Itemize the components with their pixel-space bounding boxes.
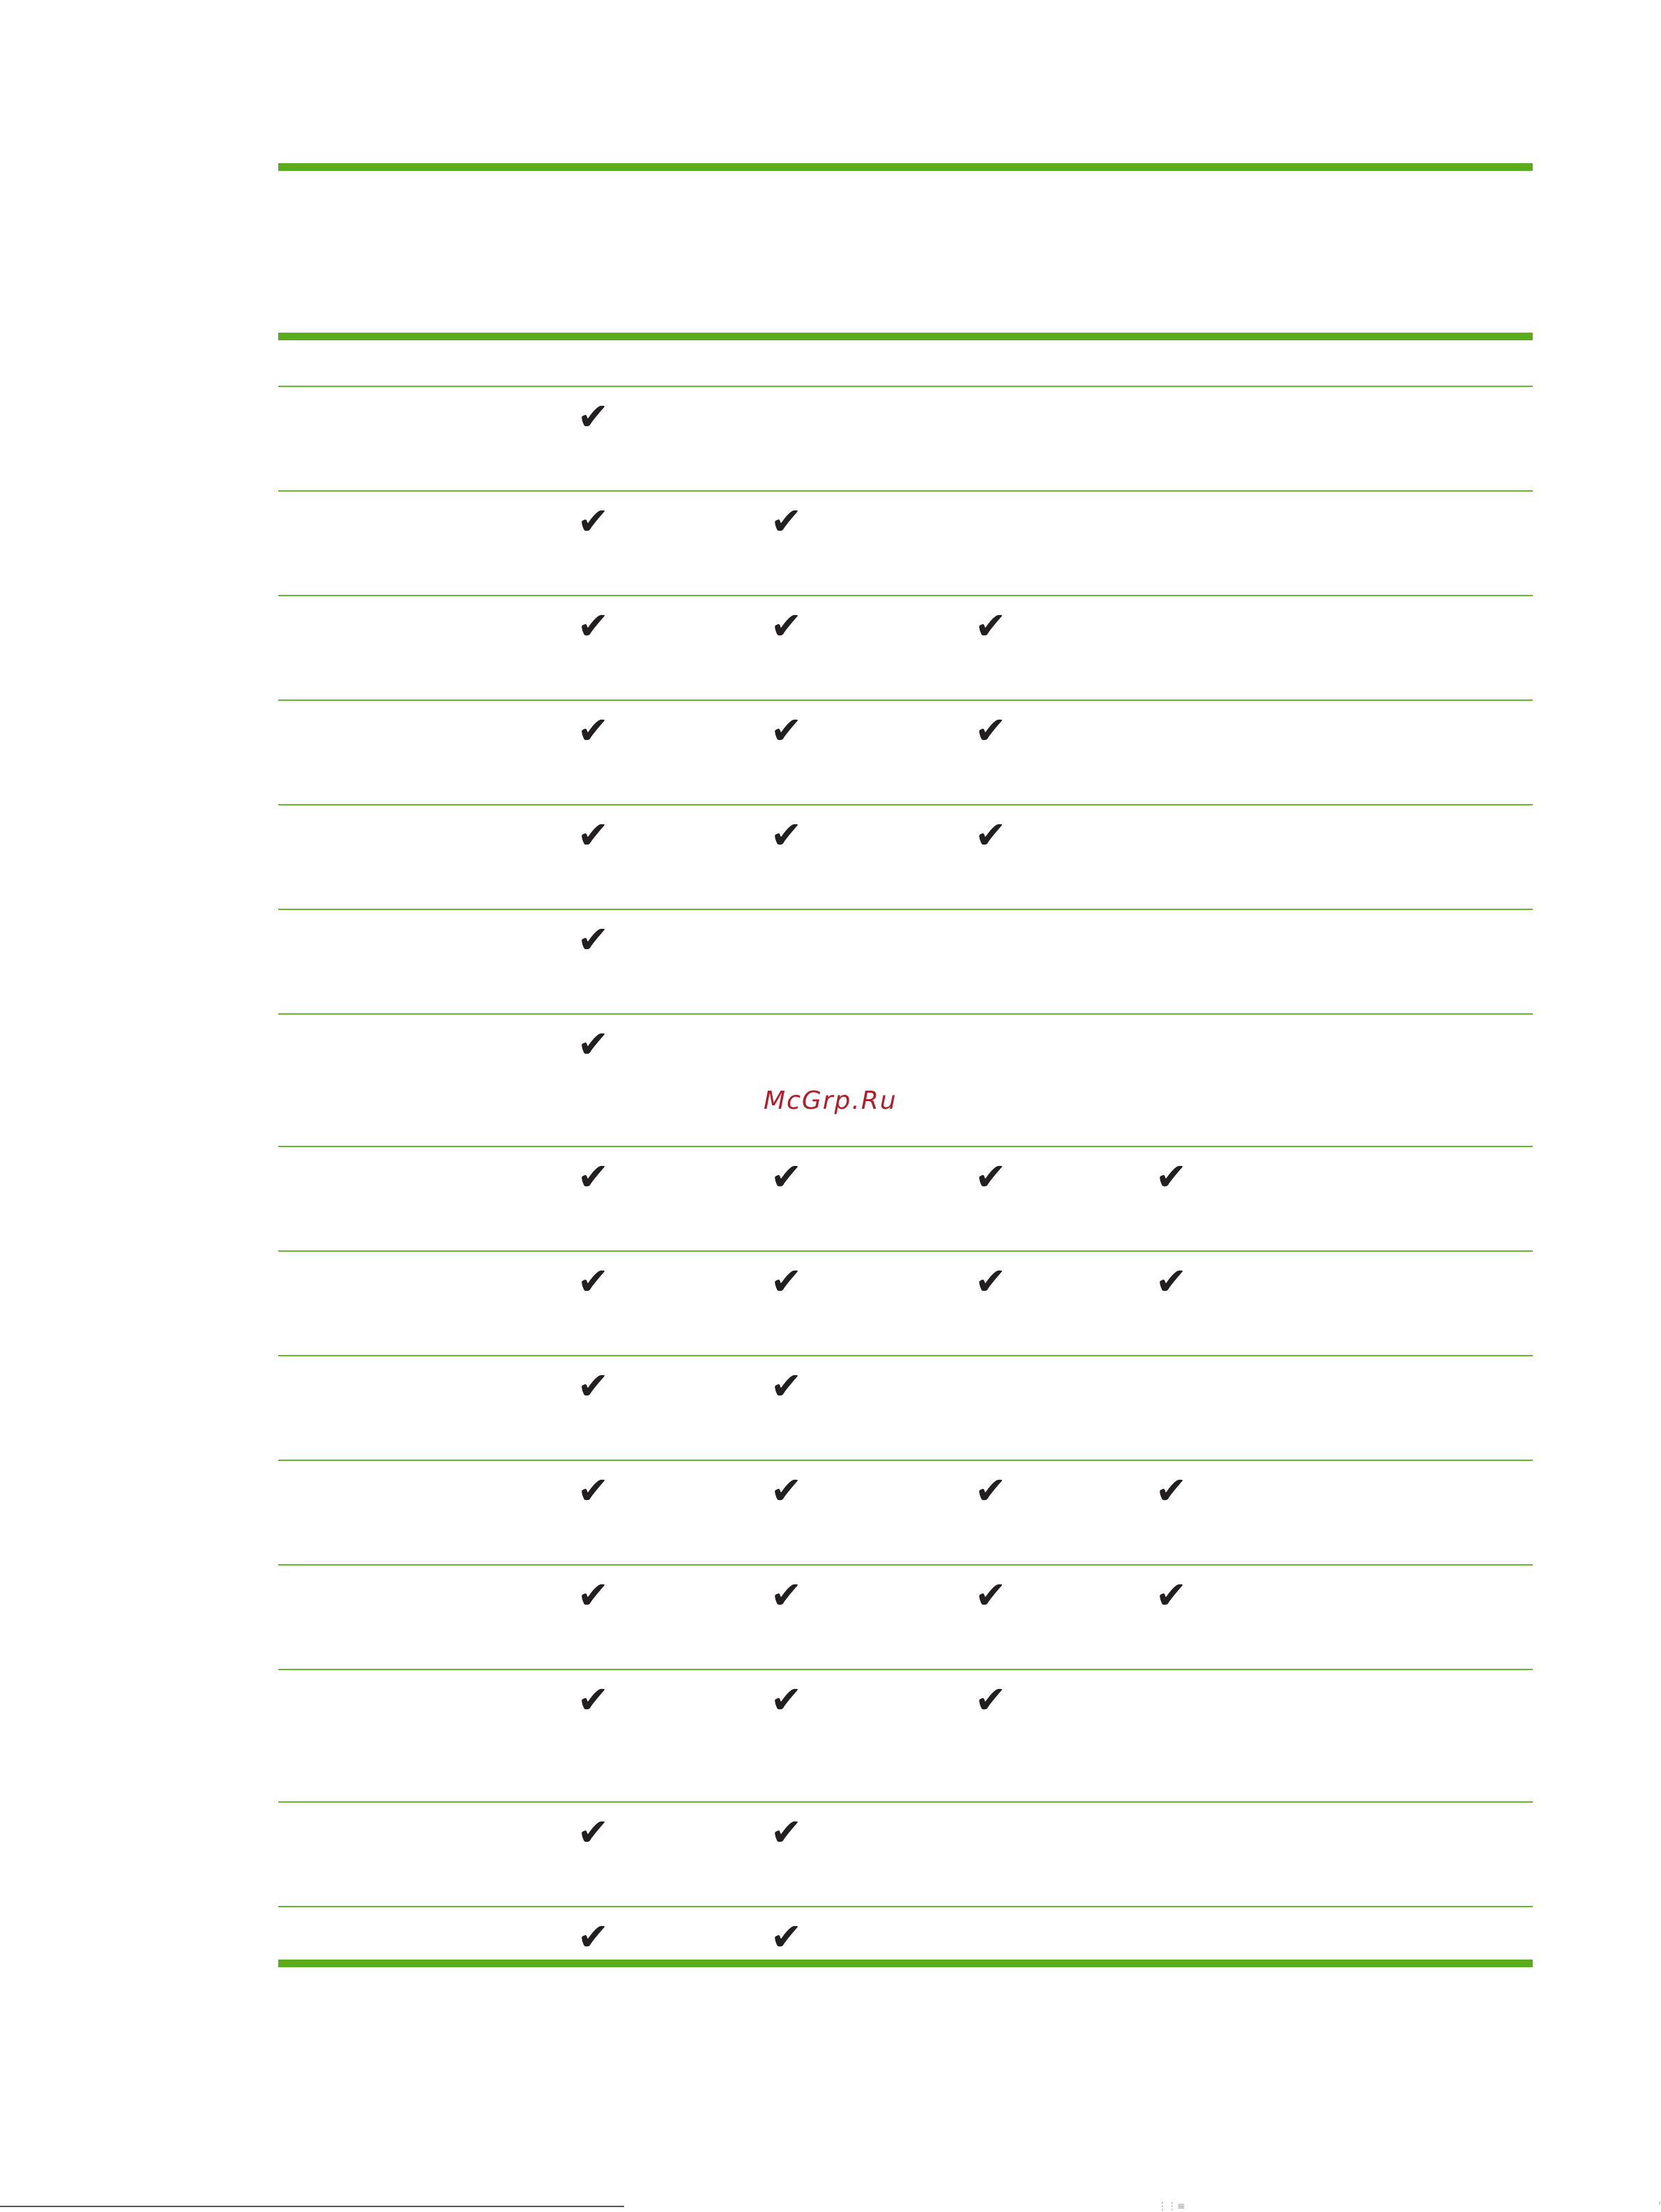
- checkmark-icon: ✔: [1155, 1573, 1188, 1617]
- row-divider: [278, 1250, 1533, 1252]
- row-divider: [278, 1460, 1533, 1461]
- header-row-rule: [278, 386, 1533, 387]
- table-bottom-rule: [278, 1960, 1533, 1967]
- checkmark-icon: ✔: [975, 709, 1007, 752]
- checkmark-icon: ✔: [975, 1573, 1007, 1617]
- checkmark-icon: ✔: [771, 499, 803, 543]
- checkmark-icon: ✔: [771, 1573, 803, 1617]
- checkmark-icon: ✔: [1155, 1155, 1188, 1199]
- checkmark-icon: ✔: [577, 604, 609, 648]
- checkmark-icon: ✔: [577, 499, 609, 543]
- row-divider: [278, 595, 1533, 596]
- checkmark-icon: ✔: [975, 1259, 1007, 1303]
- checkmark-icon: ✔: [577, 1259, 609, 1303]
- watermark-text: McGrp.Ru: [764, 1086, 897, 1115]
- row-divider: [278, 909, 1533, 910]
- checkmark-icon: ✔: [771, 1678, 803, 1722]
- footer-mark: ⋮⋮≡: [1158, 2201, 1185, 2212]
- checkmark-icon: ✔: [577, 1364, 609, 1408]
- checkmark-icon: ✔: [975, 604, 1007, 648]
- checkmark-icon: ✔: [975, 1678, 1007, 1722]
- row-divider: [278, 1906, 1533, 1907]
- checkmark-icon: ✔: [771, 1155, 803, 1199]
- footer-corner-mark: ': [1658, 2201, 1661, 2212]
- checkmark-icon: ✔: [975, 813, 1007, 857]
- row-divider: [278, 804, 1533, 805]
- checkmark-icon: ✔: [577, 813, 609, 857]
- checkmark-icon: ✔: [1155, 1259, 1188, 1303]
- checkmark-icon: ✔: [1155, 1469, 1188, 1513]
- row-divider: [278, 1801, 1533, 1803]
- checkmark-icon: ✔: [771, 813, 803, 857]
- checkmark-icon: ✔: [577, 1678, 609, 1722]
- checkmark-icon: ✔: [975, 1469, 1007, 1513]
- top-rule: [278, 163, 1533, 171]
- checkmark-icon: ✔: [577, 1469, 609, 1513]
- checkmark-icon: ✔: [771, 604, 803, 648]
- footer-rule: [0, 2206, 624, 2207]
- checkmark-icon: ✔: [577, 918, 609, 962]
- checkmark-icon: ✔: [577, 1915, 609, 1959]
- row-divider: [278, 1146, 1533, 1147]
- row-divider: [278, 1669, 1533, 1670]
- checkmark-icon: ✔: [771, 709, 803, 752]
- row-divider: [278, 1564, 1533, 1566]
- checkmark-icon: ✔: [771, 1469, 803, 1513]
- checkmark-icon: ✔: [771, 1915, 803, 1959]
- row-divider: [278, 490, 1533, 492]
- checkmark-icon: ✔: [577, 1810, 609, 1854]
- checkmark-icon: ✔: [577, 1022, 609, 1066]
- header-bottom-rule: [278, 333, 1533, 340]
- checkmark-icon: ✔: [771, 1810, 803, 1854]
- checkmark-icon: ✔: [577, 395, 609, 439]
- checkmark-icon: ✔: [577, 1573, 609, 1617]
- checkmark-icon: ✔: [771, 1364, 803, 1408]
- checkmark-icon: ✔: [975, 1155, 1007, 1199]
- row-divider: [278, 1013, 1533, 1015]
- row-divider: [278, 699, 1533, 701]
- checkmark-icon: ✔: [577, 1155, 609, 1199]
- checkmark-icon: ✔: [771, 1259, 803, 1303]
- row-divider: [278, 1355, 1533, 1356]
- checkmark-icon: ✔: [577, 709, 609, 752]
